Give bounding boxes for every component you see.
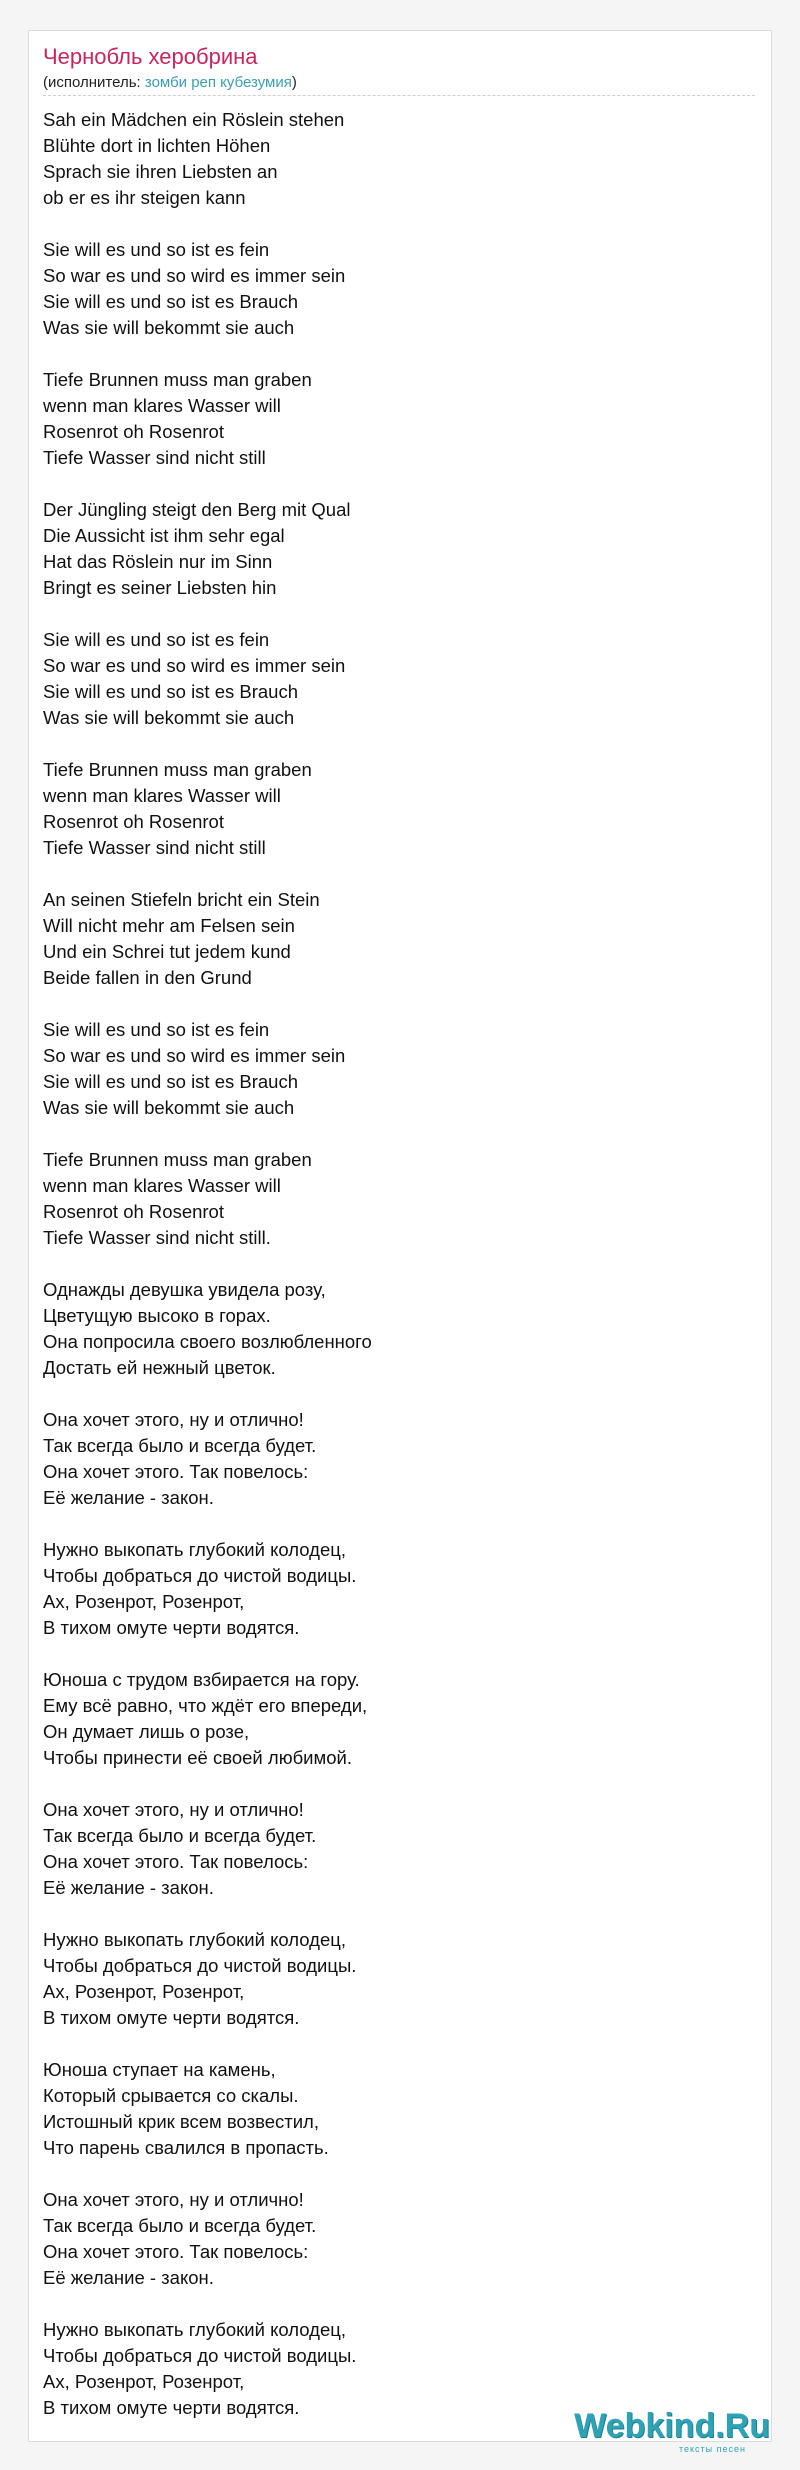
logo-tld: .Ru [715,2407,770,2445]
logo-tagline: тексты песен [678,2444,746,2454]
song-title: Чернобль херобрина [43,44,258,69]
artist-line [43,73,297,93]
artist-link[interactable]: зомби реп кубезумия [144,74,292,91]
header-divider [43,95,755,96]
logo-name: Webkind [574,2407,716,2445]
artist-prefix: (исполнитель: [43,74,145,91]
artist-suffix: ) [291,74,297,91]
webkind-logo[interactable] [574,2408,770,2444]
lyrics-card [28,30,772,2442]
lyrics-text: Sah ein Mädchen ein Röslein stehen Blühte dort in lichten Höhen Sprach sie ihren Liebsten an ob er es ihr steigen kann Sie will es und so ist es fein So war es und so wird es immer sein Sie will es und so ist es Brauch Was sie will bekommt sie auch Tiefe Brunnen muss man graben wenn man klares Wasser will Rosenrot oh Rosenrot Tiefe Wasser sind nicht still Der Jüngling steigt den Berg mit Qual Die Aussicht ist ihm sehr egal Hat das Röslein nur im Sinn Bringt es seiner Liebsten hin Sie will es und so ist es fein So war es und so wird es immer sein Sie will es und so ist es Brauch Was sie will bekommt sie auch Tiefe Brunnen muss man graben wenn man klares Wasser will Rosenrot oh Rosenrot Tiefe Wasser sind nicht still An seinen Stiefeln bricht ein Stein Will nicht mehr am Felsen sein Und ein Schrei tut jedem kund Beide fallen in den Grund Sie will es und so ist es fein So war es und so wird es immer sein Sie will es und so ist es Brauch Was sie will bekommt sie auch Tiefe Brunnen muss man graben wenn man klares Wasser will Rosenrot oh Rosenrot Tiefe Wasser sind nicht still. Однажды девушка увидела розу, Цветущую высоко в горах. Она попросила своего возлюбленного Достать ей нежный цветок. Она хочет этого, ну и отлично! Так всегда было и всегда будет. Она хочет этого. Так повелось: Её желание - закон. Нужно выкопать глубокий колодец, Чтобы добраться до чистой водицы. Ах, Розенрот, Розенрот, В тихом омуте черти водятся. Юноша с трудом взбирается на гору. Ему всё равно, что ждёт его впереди, Он думает лишь о розе, Чтобы принести её своей любимой. Она хочет этого, ну и отлично! Так всегда было и всегда будет. Она хочет этого. Так повелось: Её желание - закон. Нужно выкопать глубокий колодец, Чтобы добраться до чистой водицы. Ах, Розенрот, Розенрот, В тихом омуте черти водятся. Юноша ступает на камень, Который срывается со скалы. Истошный крик всем возвестил, Что парень свалился в пропасть. Она хочет этого, ну и отлично! Так всегда было и всегда будет. Она хочет этого. Так повелось: Её желание - закон. Нужно выкопать глубокий колодец, Чтобы добраться до чистой водицы. Ах, Розенрот, Розенрот, В тихом омуте черти водятся. [43,109,372,2418]
